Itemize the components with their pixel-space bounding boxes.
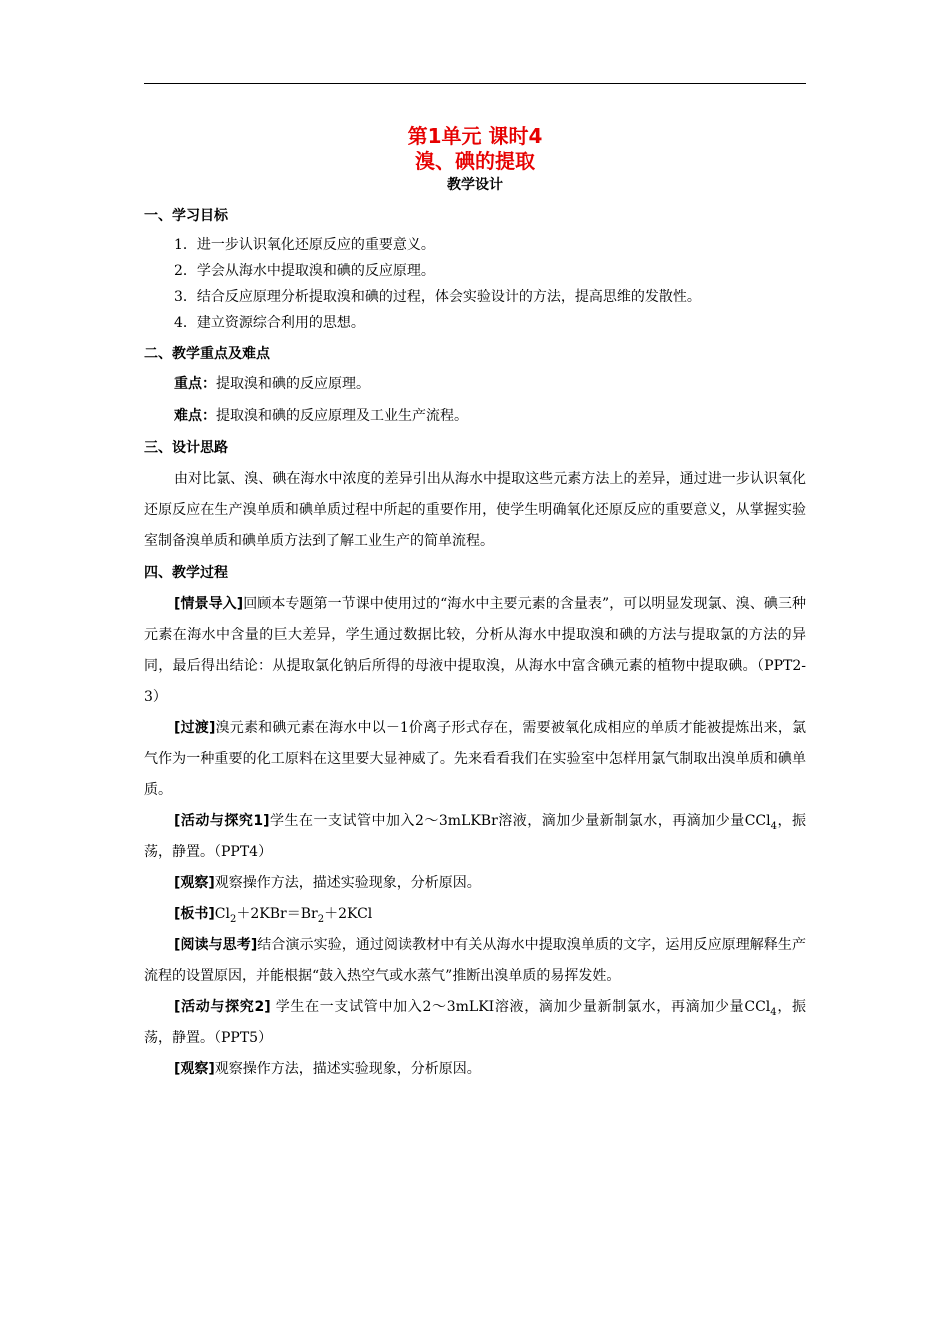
- observation-1-text: 观察操作方法，描述实验现象，分析原因。: [214, 875, 481, 891]
- read-think-paragraph: [144, 930, 806, 992]
- scenario-intro-paragraph: [144, 589, 806, 713]
- difficult-point: [144, 400, 806, 432]
- section-heading-design-idea: 三、设计思路: [144, 440, 228, 456]
- title-block: [144, 124, 806, 196]
- equation-part: Cl: [214, 906, 230, 922]
- activity-2-subscript: 4: [770, 1006, 777, 1018]
- observation-2-paragraph: [144, 1054, 806, 1085]
- objective-item: 4．建立资源综合利用的思想。: [174, 315, 365, 331]
- activity-2-label: [活动与探究2]: [174, 999, 271, 1015]
- section-heading-key-points: 二、教学重点及难点: [144, 346, 270, 362]
- design-idea-paragraph: 由对比氯、溴、碘在海水中浓度的差异引出从海水中提取这些元素方法上的差异，通过进一步认识氧化还原反应在生产溴单质和碘单质过程中所起的重要作用，使学生明确氧化还原反应的重要意义，从掌握实验室制备溴单质和碘单质方法到了解工业生产的简单流程。: [144, 471, 806, 549]
- transition-text: 溴元素和碘元素在海水中以－1价离子形式存在，需要被氧化成相应的单质才能被提炼出来，氯气作为一种重要的化工原料在这里要大显神威了。先来看看我们在实验室中怎样用氯气制取出溴单质和碘单质。: [144, 720, 807, 798]
- scenario-intro-text: 回顾本专题第一节课中使用过的“海水中主要元素的含量表”，可以明显发现氯、溴、碘三种元素在海水中含量的巨大差异，学生通过数据比较，分析从海水中提取溴和碘的方法与提取氯的方法的异同，最后得出结论：从提取氯化钠后所得的母液中提取溴，从海水中富含碘元素的植物中提取碘。（PPT2-3）: [144, 596, 807, 705]
- key-point-label: 重点：: [174, 376, 216, 392]
- key-point: [144, 368, 806, 400]
- activity-1-subscript: 4: [770, 820, 777, 832]
- difficult-point-label: 难点：: [174, 408, 216, 424]
- section-heading-teaching-process: 四、教学过程: [144, 565, 228, 581]
- topic-title: 溴、碘的提取: [415, 149, 535, 173]
- observation-1-paragraph: [144, 868, 806, 899]
- activity-2-text: 学生在一支试管中加入2～3mLKI溶液，滴加少量新制氯水，再滴加少量CCl: [270, 999, 771, 1015]
- equation-subscript: 2: [230, 913, 237, 925]
- activity-2-text-end: ，振荡，静置。（PPT5）: [144, 999, 806, 1046]
- difficult-point-text: 提取溴和碘的反应原理及工业生产流程。: [216, 408, 468, 424]
- activity-2-paragraph: [144, 992, 806, 1054]
- unit-title: 第1单元 课时4: [407, 124, 543, 148]
- key-point-text: 提取溴和碘的反应原理。: [216, 376, 370, 392]
- observation-1-label: [观察]: [174, 875, 215, 891]
- scenario-intro-label: [情景导入]: [174, 596, 244, 612]
- activity-1-text: 学生在一支试管中加入2～3mLKBr溶液，滴加少量新制氯水，再滴加少量CCl: [269, 813, 771, 829]
- document-body: [144, 206, 806, 1085]
- activity-1-text-end: ，振荡，静置。（PPT4）: [144, 813, 806, 860]
- transition-label: [过渡]: [174, 720, 216, 736]
- read-think-label: [阅读与思考]: [174, 937, 258, 953]
- doc-type-title: 教学设计: [447, 177, 503, 193]
- objective-item: 3．结合反应原理分析提取溴和碘的过程，体会实验设计的方法，提高思维的发散性。: [174, 289, 701, 305]
- observation-2-label: [观察]: [174, 1061, 215, 1077]
- activity-1-label: [活动与探究1]: [174, 813, 270, 829]
- header-rule: [144, 83, 806, 84]
- observation-2-text: 观察操作方法，描述实验现象，分析原因。: [214, 1061, 481, 1077]
- board-writing-label: [板书]: [174, 906, 215, 922]
- equation-part: ＋2KCl: [324, 906, 373, 922]
- equation-part: ＋2KBr＝Br: [236, 906, 318, 922]
- board-writing-paragraph: [144, 899, 806, 930]
- activity-1-paragraph: [144, 806, 806, 868]
- objective-item: 2．学会从海水中提取溴和碘的反应原理。: [174, 263, 435, 279]
- section-heading-objectives: 一、学习目标: [144, 208, 228, 224]
- objective-item: 1．进一步认识氧化还原反应的重要意义。: [174, 237, 435, 253]
- equation-subscript: 2: [317, 913, 325, 925]
- read-think-text: 结合演示实验，通过阅读教材中有关从海水中提取溴单质的文字，运用反应原理解释生产流程的设置原因，并能根据“鼓入热空气或水蒸气”推断出溴单质的易挥发姓。: [144, 937, 807, 984]
- transition-paragraph: [144, 713, 806, 806]
